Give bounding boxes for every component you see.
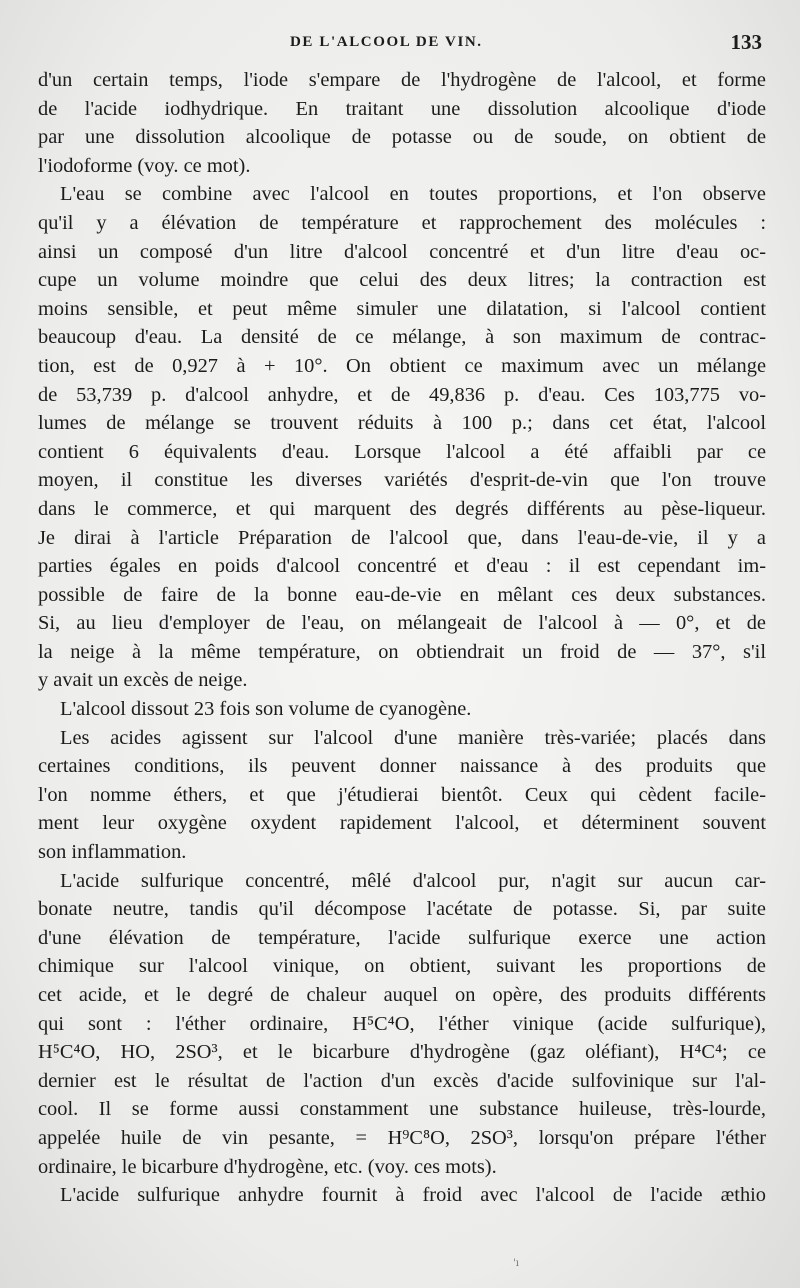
text-line: par une dissolution alcoolique de potasse ou de soude, on obtient de	[38, 126, 766, 149]
text-line: H⁵C⁴O, HO, 2SO³, et le bicarbure d'hydrogène (gaz oléfiant), H⁴C⁴; ce	[38, 1041, 766, 1064]
text-line: Si, au lieu d'employer de l'eau, on mélangeait de l'alcool à — 0°, et de	[38, 612, 766, 635]
text-line: lumes de mélange se trouvent réduits à 100 p.; dans cet état, l'alcool	[38, 412, 766, 435]
text-line: l'iodoforme (voy. ce mot).	[38, 154, 251, 177]
text-line: cet acide, et le degré de chaleur auquel on opère, des produits différents	[38, 984, 766, 1006]
text-line: ainsi un composé d'un litre d'alcool concentré et d'un litre d'eau oc-	[38, 240, 766, 263]
text-line: moyen, il constitue les diverses variétés d'esprit-de-vin que l'on trouve	[38, 469, 766, 492]
text-line: tion, est de 0,927 à + 10°. On obtient ce maximum avec un mélange	[38, 354, 766, 377]
text-line: son inflammation.	[38, 841, 187, 864]
text-line: chimique sur l'alcool vinique, on obtient, suivant les proportions de	[38, 955, 766, 978]
text-line: ment leur oxygène oxydent rapidement l'alcool, et déterminent souvent	[38, 812, 766, 835]
text-line: bonate neutre, tandis qu'il décompose l'acétate de potasse. Si, par suite	[38, 898, 766, 921]
text-line: qui sont : l'éther ordinaire, H⁵C⁴O, l'éther vinique (acide sulfurique),	[38, 1012, 766, 1035]
text-line: Je dirai à l'article Préparation de l'alcool que, dans l'eau-de-vie, il y a	[38, 526, 766, 549]
text-line: de 53,739 p. d'alcool anhydre, et de 49,836 p. d'eau. Ces 103,775 vo-	[38, 383, 766, 406]
text-line: de l'acide iodhydrique. En traitant une dissolution alcoolique d'iode	[38, 97, 766, 120]
running-head: DE L'ALCOOL DE VIN.	[290, 34, 483, 50]
text-line: l'on nomme éthers, et que j'étudierai bientôt. Ceux qui cèdent facile-	[38, 783, 766, 806]
text-line: possible de faire de la bonne eau-de-vie en mêlant ces deux substances.	[38, 583, 766, 606]
text-line: ordinaire, le bicarbure d'hydrogène, etc. (voy. ces mots).	[38, 1155, 497, 1178]
text-line: dernier est le résultat de l'action d'un excès d'acide sulfovinique sur l'al-	[38, 1069, 766, 1092]
text-line: L'eau se combine avec l'alcool en toutes proportions, et l'on observe	[60, 183, 766, 206]
text-line: d'un certain temps, l'iode s'empare de l'hydrogène de l'alcool, et forme	[38, 69, 766, 91]
text-line: certaines conditions, ils peuvent donner naissance à des produits que	[38, 755, 766, 778]
text-line: moins sensible, et peut même simuler une dilatation, si l'alcool contient	[38, 297, 766, 320]
text-line: beaucoup d'eau. La densité de ce mélange, à son maximum de contrac-	[38, 326, 766, 349]
page-number: 133	[730, 30, 762, 54]
text-line: parties égales en poids d'alcool concentré et d'eau : il est cependant im-	[38, 555, 766, 578]
text-line: dans le commerce, et qui marquent des degrés différents au pèse-liqueur.	[38, 497, 766, 520]
text-line: d'une élévation de température, l'acide sulfurique exerce une action	[38, 926, 766, 949]
text-line: qu'il y a élévation de température et rapprochement des molécules :	[38, 211, 766, 234]
print-speck: 'ı	[513, 1258, 519, 1269]
text-line: L'acide sulfurique concentré, mêlé d'alcool pur, n'agit sur aucun car-	[60, 869, 766, 892]
text-line: contient 6 équivalents d'eau. Lorsque l'alcool a été affaibli par ce	[38, 440, 766, 463]
text-line: cupe un volume moindre que celui des deux litres; la contraction est	[38, 269, 766, 292]
text-line: appelée huile de vin pesante, = H⁹C⁸O, 2SO³, lorsqu'on prépare l'éther	[38, 1126, 766, 1149]
page-header	[40, 30, 762, 62]
body-text	[38, 66, 766, 1210]
text-line: L'alcool dissout 23 fois son volume de cyanogène.	[60, 698, 472, 721]
text-line: Les acides agissent sur l'alcool d'une manière très-variée; placés dans	[60, 726, 766, 749]
text-line: y avait un excès de neige.	[38, 669, 248, 692]
text-line: cool. Il se forme aussi constamment une substance huileuse, très-lourde,	[38, 1098, 766, 1121]
text-line: L'acide sulfurique anhydre fournit à froid avec l'alcool de l'acide æthio	[60, 1184, 766, 1207]
text-line: la neige à la même température, on obtiendrait un froid de — 37°, s'il	[38, 640, 766, 663]
